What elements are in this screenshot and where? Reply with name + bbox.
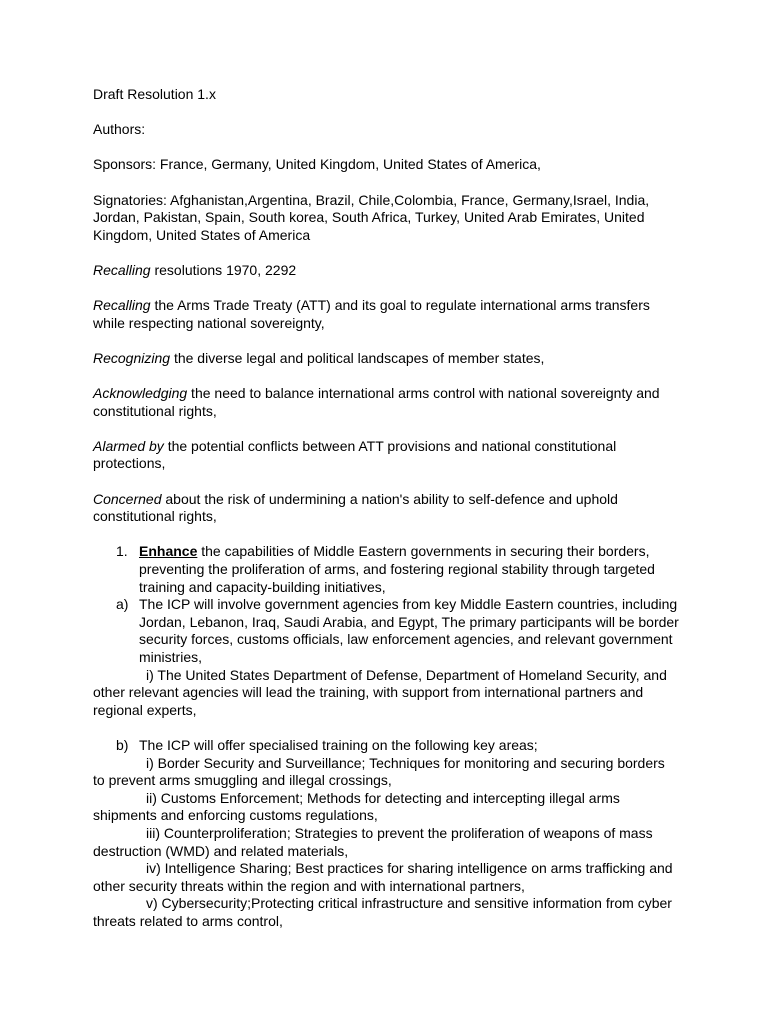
- clause-number: 1.: [116, 543, 128, 560]
- sub-clause-b-item: v) Cybersecurity;Protecting critical infrastructure and sensitive information from cyber threats related to arms control,: [93, 895, 672, 929]
- authors-line: Authors:: [93, 121, 146, 138]
- preamble-lead: Recognizing: [93, 349, 171, 366]
- preamble-lead: Alarmed by: [93, 437, 164, 454]
- preamble-clause: [93, 385, 680, 420]
- document-title: Draft Resolution 1.x: [93, 86, 216, 102]
- preamble-lead: Acknowledging: [93, 385, 188, 402]
- sub-clause-a-i: i) The United States Department of Defense, Department of Homeland Security, and other relevant agencies will lead the training, with support from international partners and regional experts,: [93, 666, 667, 718]
- sub-clause-b-item: iv) Intelligence Sharing; Best practices for sharing intelligence on arms trafficking and other security threats within the region and with international partners,: [93, 860, 673, 894]
- preamble-lead: Concerned: [93, 490, 162, 507]
- preamble-text: the need to balance international arms control with national sovereignty and constitutional rights,: [93, 385, 660, 419]
- clause-text: The ICP will offer specialised training on the following key areas;: [139, 736, 538, 753]
- signatories-line: Signatories: Afghanistan,Argentina, Brazil, Chile,Colombia, France, Germany,Israel, India, Jordan, Pakistan, Spain, South korea, South Africa, Turkey, United Arab Emirates, United Kingdom, United States of America: [93, 191, 650, 243]
- preamble-clause: [93, 491, 680, 526]
- sub-clause-a: [93, 596, 680, 666]
- sub-clause-b-item: i) Border Security and Surveillance; Techniques for monitoring and securing borders to prevent arms smuggling and illegal crossings,: [93, 754, 665, 789]
- clause-letter: b): [116, 736, 129, 753]
- sub-clause-b-item: ii) Customs Enforcement; Methods for detecting and intercepting illegal arms shipments and enforcing customs regulations,: [93, 789, 620, 824]
- preamble-text: the Arms Trade Treaty (ATT) and its goal to regulate international arms transfers while respecting national sovereignty,: [93, 297, 650, 331]
- preamble-clause: [93, 297, 680, 332]
- preamble-clause: [93, 350, 680, 368]
- preamble-text: the potential conflicts between ATT provisions and national constitutional protections,: [93, 437, 617, 472]
- preamble-text: resolutions 1970, 2292: [150, 261, 297, 278]
- sub-clause-b: [93, 737, 680, 755]
- operative-clause-1: [93, 543, 680, 596]
- preamble-text: about the risk of undermining a nation's ability to self-defence and uphold constitutional rights,: [93, 490, 618, 525]
- preamble-text: the diverse legal and political landscapes of member states,: [170, 349, 545, 366]
- clause-letter: a): [116, 596, 129, 613]
- sponsors-line: Sponsors: France, Germany, United Kingdom, United States of America,: [93, 156, 541, 173]
- preamble-lead: Recalling: [93, 297, 151, 314]
- preamble-clause: [93, 438, 680, 473]
- clause-lead: Enhance: [139, 543, 198, 560]
- preamble-clause: [93, 262, 680, 280]
- sub-clause-b-item: iii) Counterproliferation; Strategies to prevent the proliferation of weapons of mass destruction (WMD) and related materials,: [93, 824, 653, 859]
- clause-text: the capabilities of Middle Eastern governments in securing their borders, preventing the proliferation of arms, and fostering regional stability through targeted training and capacity-building initiatives,: [139, 543, 655, 595]
- clause-text: The ICP will involve government agencies from key Middle Eastern countries, including Jordan, Lebanon, Iraq, Saudi Arabia, and Egypt, The primary participants will be border security forces, customs officials, law enforcement agencies, and relevant government ministries,: [139, 596, 679, 665]
- preamble-lead: Recalling: [93, 261, 151, 278]
